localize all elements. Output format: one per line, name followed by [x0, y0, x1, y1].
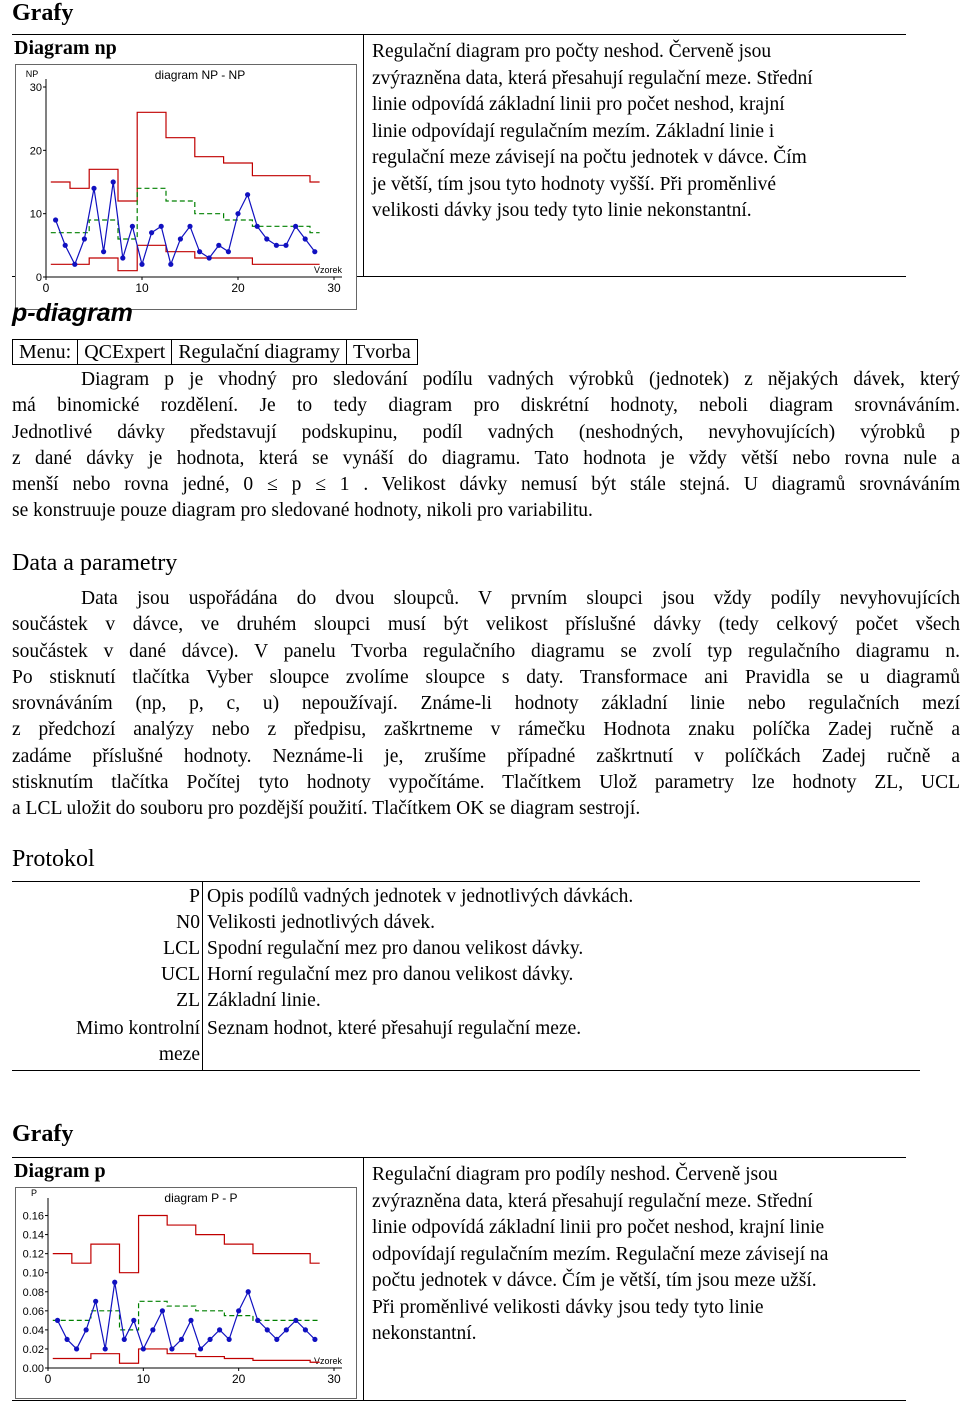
y-tick-label: 0.04 — [22, 1324, 44, 1337]
section-heading-data-a-parametry: Data a parametry — [12, 550, 178, 576]
y-tick-label: 20 — [29, 145, 42, 158]
np-control-chart — [16, 65, 356, 309]
data-point — [139, 262, 144, 267]
section-heading-grafy-2: Grafy — [12, 1121, 74, 1147]
data-point — [93, 1299, 98, 1304]
data-point — [168, 262, 173, 267]
data-point — [235, 211, 240, 216]
data-point — [149, 230, 154, 235]
x-tick-label: 0 — [44, 1372, 52, 1386]
p-diagram-title: Diagram p — [14, 1160, 106, 1182]
ucl-line — [53, 1216, 320, 1273]
y-tick-label: 10 — [29, 208, 42, 221]
desc-line: zvýrazněna data, která přesahují regulační meze. Střední — [372, 67, 813, 89]
data-point — [178, 236, 183, 241]
protokol-value: Seznam hodnot, které přesahují regulační meze. — [207, 1018, 582, 1039]
protokol-key: meze — [158, 1044, 200, 1065]
y-tick-label: 0.16 — [22, 1210, 44, 1223]
data-point — [265, 1327, 270, 1332]
y-tick-label: 0.06 — [22, 1305, 44, 1318]
p-diagram-intro — [12, 367, 960, 525]
chart-title: diagram NP - NP — [154, 68, 246, 82]
data-point — [226, 249, 231, 254]
data-point — [293, 1318, 298, 1323]
x-tick-label: 10 — [135, 281, 149, 295]
lcl-line — [51, 245, 320, 270]
desc-line: zvýrazněna data, která přesahují regulační meze. Střední — [372, 1190, 813, 1212]
data-point — [63, 243, 68, 248]
desc-line: nekonstantní. — [372, 1323, 477, 1344]
text-line: a LCL uložit do souboru pro pozdější použití. Tlačítkem OK se diagram sestrojí. — [12, 798, 641, 820]
data-point — [274, 243, 279, 248]
data-point — [91, 186, 96, 191]
y-tick-label: 0.12 — [22, 1248, 44, 1261]
text-line: Jednotlivé dávky představují podskupinu, podíl vadných (neshodných, nevyhovujících) výrobků p — [12, 421, 960, 443]
data-point — [197, 249, 202, 254]
p-diagram-table — [12, 1157, 906, 1401]
p-diagram-description — [372, 1162, 906, 1348]
x-axis-label: Vzorek — [313, 265, 343, 275]
ucl-line — [51, 112, 320, 201]
data-point — [274, 1337, 279, 1342]
data-point — [112, 1280, 117, 1285]
x-tick-label: 10 — [136, 1372, 151, 1386]
np-diagram-title: Diagram np — [14, 37, 117, 59]
x-tick-label: 30 — [327, 1372, 341, 1386]
desc-line: Regulační diagram pro počty neshod. Červeně jsou — [372, 41, 772, 62]
y-axis-label: NP — [25, 69, 39, 79]
data-point — [283, 243, 288, 248]
protokol-value: Velikosti jednotlivých dávek. — [207, 912, 436, 933]
text-line: stisknutím tlačítka Počítej tyto hodnoty vypočítáme. Tlačítkem Ulož parametry lze hodnoty ZL, UCL — [12, 772, 960, 794]
desc-line: regulační meze závisejí na počtu jednotek v dávce. Čím — [372, 147, 807, 168]
protokol-value: Opis podílů vadných jednotek v jednotlivých dávkách. — [207, 886, 634, 907]
text-line: Data jsou uspořádána do dvou sloupců. V prvním sloupci jsou vždy podíly nevyhovujících — [81, 588, 960, 609]
desc-line: Regulační diagram pro podíly neshod. Červeně jsou — [372, 1164, 778, 1185]
p-control-chart — [16, 1188, 356, 1398]
data-point — [101, 249, 106, 254]
data-point — [179, 1337, 184, 1342]
protokol-key: Mimo kontrolní — [75, 1018, 200, 1039]
np-diagram-description — [372, 39, 906, 225]
data-point — [72, 262, 77, 267]
desc-line: Při proměnlivé velikosti dávky jsou tedy tyto linie — [372, 1296, 764, 1318]
section-heading-protokol: Protokol — [12, 846, 95, 872]
data-point — [131, 1318, 136, 1323]
data-point — [53, 217, 58, 222]
text-line: z předchozí analýzy nebo z předpisu, zaškrtneme v rámečku Hodnota znaku políčka Zadej ručně a — [12, 719, 960, 741]
text-line: z dané dávky je hodnota, která se vynáší do diagramu. Tato hodnota je vždy větší nebo rovna nule a — [12, 447, 960, 469]
protokol-table — [12, 881, 920, 1071]
section-heading-grafy: Grafy — [12, 0, 74, 26]
x-tick-label: 0 — [42, 281, 50, 295]
center-line — [53, 1301, 320, 1330]
desc-line: linie odpovídají regulačním mezím. Základní linie i — [372, 120, 775, 142]
data-point — [246, 1289, 251, 1294]
data-point — [216, 243, 221, 248]
data-point — [207, 1337, 212, 1342]
text-line: menší nebo rovna jedné, 0 ≤ p ≤ 1 . Velikost dávky nemusí být stále stejná. U diagramů srovnáváním — [12, 474, 960, 496]
data-point — [111, 179, 116, 184]
data-point — [141, 1346, 146, 1351]
data-point — [122, 1337, 127, 1342]
protokol-value: Horní regulační mez pro danou velikost dávky. — [207, 964, 574, 985]
text-line: součástek v dané dávce). V panelu Tvorba regulačního diagramu se zvolí typ regulačního diagramu n. — [12, 640, 960, 662]
data-point — [255, 1318, 260, 1323]
data-point — [293, 224, 298, 229]
data-point — [198, 1346, 203, 1351]
menu-item-regulacni-diagramy[interactable]: Regulační diagramy — [171, 339, 346, 365]
y-tick-label: 30 — [29, 82, 42, 94]
protokol-key: P — [189, 886, 200, 907]
data-point — [227, 1337, 232, 1342]
protokol-value: Spodní regulační mez pro danou velikost dávky. — [207, 938, 584, 959]
text-line: součástek v dávce, ve druhém sloupci musí být velikost příslušné dávky (tedy celkový počet všech — [12, 614, 960, 636]
data-point — [169, 1346, 174, 1351]
x-tick-label: 20 — [231, 281, 245, 295]
data-point — [217, 1327, 222, 1332]
lcl-line — [53, 1349, 320, 1363]
data-point — [303, 236, 308, 241]
data-point — [82, 236, 87, 241]
data-point — [264, 236, 269, 241]
x-tick-label: 30 — [327, 281, 341, 295]
data-point — [245, 192, 250, 197]
table-divider — [363, 35, 364, 276]
data-point — [55, 1318, 60, 1323]
y-tick-label: 0.08 — [22, 1286, 44, 1299]
desc-line: počtu jednotek v dávce. Čím je větší, tím jsou meze užší. — [372, 1270, 817, 1291]
data-point — [160, 1308, 165, 1313]
x-axis-label: Vzorek — [313, 1356, 343, 1366]
protokol-key: ZL — [176, 990, 200, 1011]
desc-line: odpovídají regulačním mezím. Regulační meze závisejí na — [372, 1243, 829, 1265]
x-tick-label: 20 — [231, 1372, 246, 1386]
desc-line: linie odpovídá základní linii pro počet neshod, krajní linie — [372, 1217, 825, 1238]
data-point — [236, 1308, 241, 1313]
protokol-key: UCL — [161, 964, 200, 985]
desc-line: velikosti dávky jsou tedy tyto linie nekonstantní. — [372, 200, 752, 221]
table-divider — [202, 882, 203, 1070]
data-point — [150, 1327, 155, 1332]
protokol-key: LCL — [163, 938, 200, 959]
y-tick-label: 0.00 — [22, 1363, 44, 1375]
menu-item-tvorba[interactable]: Tvorba — [346, 339, 418, 365]
np-diagram-table — [12, 34, 906, 295]
data-point — [188, 1318, 193, 1323]
data-point — [312, 249, 317, 254]
protokol-key: N0 — [176, 912, 200, 933]
table-divider — [363, 1158, 364, 1400]
section-heading-p-diagram: p-diagram — [12, 299, 133, 327]
data-point — [64, 1337, 69, 1342]
data-point — [159, 224, 164, 229]
y-tick-label: 0 — [35, 272, 42, 284]
data-point — [284, 1327, 289, 1332]
text-line: Diagram p je vhodný pro sledování podílu vadných výrobků (jednotek) z nějakých dávek, který — [81, 369, 960, 390]
y-axis-label: P — [30, 1188, 38, 1198]
center-line — [51, 188, 320, 239]
data-point — [312, 1337, 317, 1342]
desc-line: je větší, tím jsou tyto hodnoty vyšší. Při proměnlivé — [372, 173, 777, 195]
data-point — [84, 1327, 89, 1332]
data-point — [187, 224, 192, 229]
data-point — [255, 224, 260, 229]
text-line: má binomické rozdělení. Je to tedy diagram pro diskrétní hodnoty, neboli diagram srovnáváním. — [12, 395, 960, 417]
text-line: se konstruuje pouze diagram pro sledované hodnoty, nikoli pro variabilitu. — [12, 500, 593, 522]
text-line: Po stisknutí tlačítka Vyber sloupce zvolíme sloupce s daty. Transformace ani Pravidla se u diagramů — [12, 666, 960, 688]
data-point — [74, 1346, 79, 1351]
p-chart-frame — [15, 1187, 357, 1399]
data-params-text — [12, 586, 960, 823]
chart-title: diagram P - P — [164, 1191, 238, 1205]
menu-label: Menu: — [12, 339, 77, 365]
data-point — [303, 1327, 308, 1332]
data-point — [207, 255, 212, 260]
desc-line: linie odpovídá základní linii pro počet neshod, krajní — [372, 94, 785, 115]
protokol-value: Základní linie. — [207, 990, 321, 1011]
y-tick-label: 0.10 — [22, 1267, 44, 1280]
data-point — [103, 1346, 108, 1351]
text-line: zadáme příslušné hodnoty. Neznáme-li je, zrušíme případné zaškrtnutí v políčkách Zadej ručně a — [12, 745, 960, 767]
y-tick-label: 0.02 — [22, 1343, 44, 1356]
data-point — [120, 255, 125, 260]
menu-item-qcexpert[interactable]: QCExpert — [77, 339, 171, 365]
data-point — [130, 224, 135, 229]
text-line: srovnáváním (np, p, c, u) nepoužívají. Známe-li hodnoty základní linie nebo regulačních mezí — [12, 693, 960, 715]
menu-path — [12, 339, 418, 365]
np-chart-frame — [15, 64, 357, 310]
y-tick-label: 0.14 — [22, 1229, 44, 1242]
